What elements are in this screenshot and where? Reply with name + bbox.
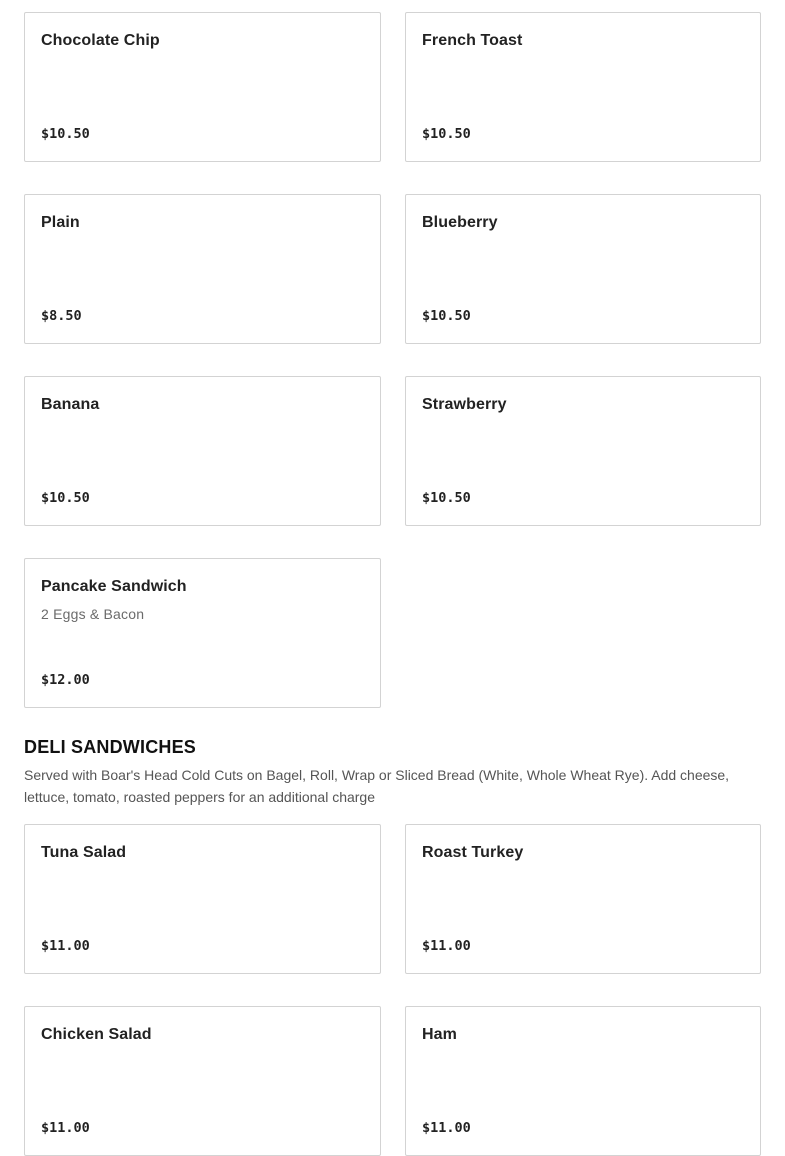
menu-container [24,12,761,1156]
pancakes-grid [24,12,761,708]
menu-item-card[interactable] [405,12,761,162]
menu-item-card[interactable] [24,558,381,708]
menu-item-card[interactable] [24,376,381,526]
menu-item-card[interactable] [405,824,761,974]
menu-item-name: Tuna Salad [41,844,127,861]
menu-item-price: $10.50 [422,490,471,506]
menu-item-price: $10.50 [41,126,90,142]
section-title: DELI SANDWICHES [24,737,197,757]
menu-item-name: Plain [41,214,80,231]
menu-item-name: Banana [41,396,100,413]
deli-grid [24,824,761,1156]
menu-item-price: $8.50 [41,308,82,324]
menu-item-price: $11.00 [422,1120,471,1136]
menu-item-card[interactable] [24,824,381,974]
menu-item-description: 2 Eggs & Bacon [41,606,145,622]
menu-item-card[interactable] [405,1006,761,1156]
menu-item-price: $11.00 [41,938,90,954]
menu-item-name: Pancake Sandwich [41,578,187,595]
menu-item-card[interactable] [24,194,381,344]
menu-item-name: Roast Turkey [422,844,524,861]
menu-item-card[interactable] [24,12,381,162]
menu-item-card[interactable] [405,194,761,344]
menu-item-price: $10.50 [41,490,90,506]
menu-item-card[interactable] [24,1006,381,1156]
menu-item-price: $12.00 [41,672,90,688]
menu-item-name: Chocolate Chip [41,32,160,49]
menu-item-name: French Toast [422,32,523,49]
menu-item-card[interactable] [405,376,761,526]
section-description: Served with Boar's Head Cold Cuts on Bagel, Roll, Wrap or Sliced Bread (White, Whole Wheat Rye). Add cheese, lettuce, tomato, roasted peppers for an additional charge [24,767,730,805]
menu-item-name: Strawberry [422,396,507,413]
menu-item-price: $10.50 [422,126,471,142]
deli-section-header [24,736,761,808]
menu-item-name: Ham [422,1026,457,1043]
menu-item-price: $11.00 [41,1120,90,1136]
menu-item-name: Chicken Salad [41,1026,152,1043]
menu-item-price: $11.00 [422,938,471,954]
menu-item-name: Blueberry [422,214,498,231]
menu-item-price: $10.50 [422,308,471,324]
